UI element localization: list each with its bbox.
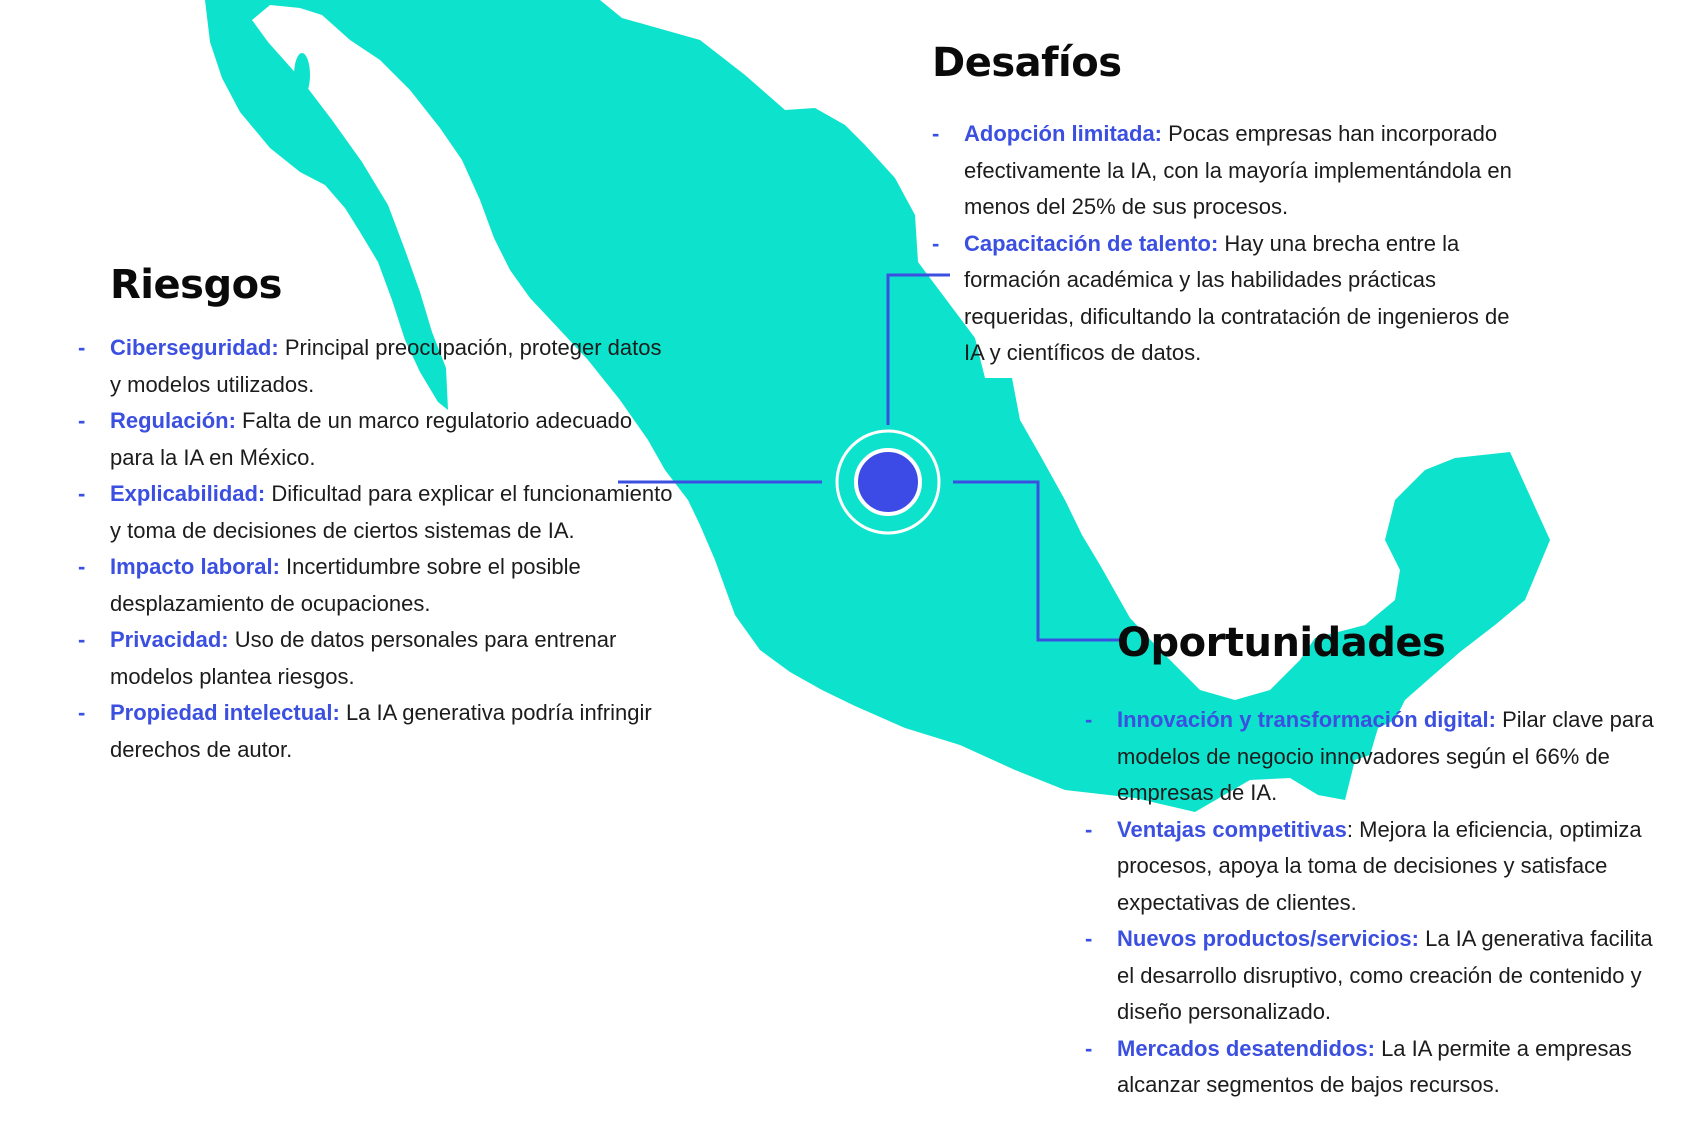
item-text: Incertidumbre sobre el posible desplazamiento de ocupaciones. xyxy=(110,554,581,616)
riesgos-list xyxy=(78,330,678,768)
list-item xyxy=(1085,702,1665,812)
list-item xyxy=(78,330,678,403)
item-text: La IA permite a empresas alcanzar segmentos de bajos recursos. xyxy=(1117,1035,1632,1097)
item-term: Capacitación de talento: xyxy=(964,230,1219,256)
item-text: Principal preocupación, proteger datos y modelos utilizados. xyxy=(110,335,662,397)
desafios-section xyxy=(932,40,1532,372)
item-text: La IA generativa podría infringir derechos de autor. xyxy=(110,700,652,762)
mexico-map-island xyxy=(294,53,310,97)
riesgos-title: Riesgos xyxy=(110,262,282,308)
bullet-dash: - xyxy=(78,408,86,433)
bullet-dash: - xyxy=(78,481,86,506)
bullet-dash: - xyxy=(78,627,86,652)
item-text: Pocas empresas han incorporado efectivamente la IA, con la mayoría implementándola en menos del 25% de sus procesos. xyxy=(964,121,1512,219)
item-term: Privacidad: xyxy=(110,627,229,652)
bullet-dash: - xyxy=(1085,1035,1093,1061)
item-text: Pilar clave para modelos de negocio innovadores según el 66% de empresas de IA. xyxy=(1117,707,1654,805)
item-term: Regulación: xyxy=(110,408,236,433)
item-text: : Mejora la eficiencia, optimiza procesos, apoya la toma de decisiones y satisface expectativas de clientes. xyxy=(1117,816,1642,915)
hub-dot xyxy=(856,450,920,514)
item-text: La IA generativa facilita el desarrollo disruptivo, como creación de contenido y diseño personalizado. xyxy=(1117,926,1653,1024)
item-text: Hay una brecha entre la formación académica y las habilidades prácticas requeridas, dificultando la contratación de ingenieros de IA y científicos de datos. xyxy=(964,230,1510,365)
bullet-dash: - xyxy=(78,554,86,579)
bullet-dash: - xyxy=(932,121,940,146)
list-item xyxy=(78,403,678,476)
item-term: Explicabilidad: xyxy=(110,481,266,506)
bullet-dash: - xyxy=(78,335,86,360)
oportunidades-title: Oportunidades xyxy=(1117,620,1446,666)
list-item xyxy=(932,116,1532,226)
desafios-title: Desafíos xyxy=(932,40,1122,86)
list-item xyxy=(78,476,678,549)
bullet-dash: - xyxy=(932,230,940,256)
bullet-dash: - xyxy=(1085,707,1093,732)
list-item xyxy=(1085,1031,1665,1104)
list-item xyxy=(1085,921,1665,1031)
item-text: Uso de datos personales para entrenar modelos plantea riesgos. xyxy=(110,627,617,689)
item-term: Impacto laboral: xyxy=(110,554,280,579)
item-term: Ventajas competitivas xyxy=(1117,816,1347,842)
item-term: Mercados desatendidos: xyxy=(1117,1035,1375,1061)
bullet-dash: - xyxy=(1085,816,1093,842)
riesgos-section xyxy=(78,262,678,768)
item-term: Propiedad intelectual: xyxy=(110,700,340,725)
list-item xyxy=(1085,812,1665,922)
bullet-dash: - xyxy=(78,700,86,725)
list-item xyxy=(932,226,1532,372)
list-item xyxy=(78,695,678,768)
list-item xyxy=(78,622,678,695)
oportunidades-section xyxy=(1085,620,1665,1104)
bullet-dash: - xyxy=(1085,926,1093,951)
list-item xyxy=(78,549,678,622)
item-term: Nuevos productos/servicios: xyxy=(1117,926,1419,951)
item-term: Innovación y transformación digital: xyxy=(1117,707,1496,732)
oportunidades-list xyxy=(1085,702,1665,1104)
desafios-list xyxy=(932,116,1532,372)
item-term: Ciberseguridad: xyxy=(110,335,279,360)
item-text: Dificultad para explicar el funcionamiento y toma de decisiones de ciertos sistemas de IA. xyxy=(110,481,673,543)
item-text: Falta de un marco regulatorio adecuado para la IA en México. xyxy=(110,408,633,470)
item-term: Adopción limitada: xyxy=(964,121,1162,146)
